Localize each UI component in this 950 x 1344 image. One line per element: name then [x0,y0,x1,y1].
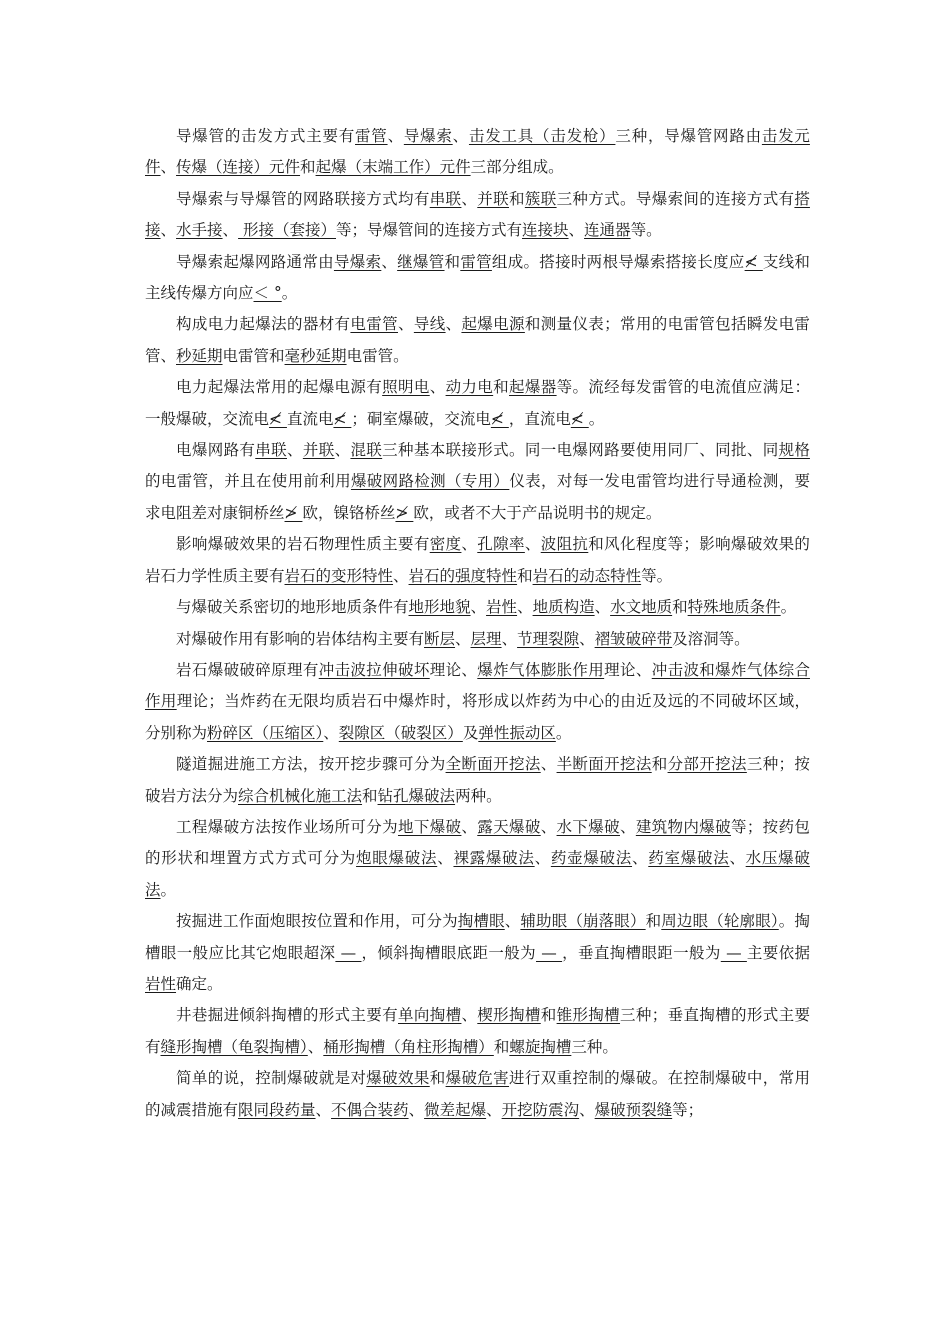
underlined-answer: 药壶爆破法 [550,849,633,868]
underlined-answer: 地形地貌 [408,598,471,617]
underlined-answer: 分部开挖法 [667,755,747,774]
underlined-answer: 褶皱破碎带 [594,629,673,648]
text-run: 三种。 [571,1037,618,1056]
underlined-answer: 不偶合装药 [331,1100,409,1119]
underlined-answer: 层理 [470,629,502,648]
text-run: 、 [540,817,557,836]
underlined-answer: ≯ [284,503,303,522]
underlined-answer: 全断面开挖法 [445,755,541,774]
underlined-answer: 岩性 [486,598,518,617]
underlined-answer: 辅助眼（崩落眼） [520,912,646,931]
text-run: 、 [534,849,551,868]
paragraph [145,592,810,623]
underlined-answer: 弹性振动区 [478,723,556,742]
underlined-answer: 并联 [302,441,335,460]
underlined-answer: 导爆索 [333,252,382,271]
underlined-answer: 冲击波和爆炸气体综合作用 [145,660,810,711]
underlined-answer: 导爆索 [403,127,453,145]
text-run: 简单的说，控制爆破就是对 [176,1069,367,1088]
underlined-answer: 地质构造 [532,598,595,617]
underlined-answer: 串联 [429,189,462,208]
underlined-answer: 电雷管 [350,315,398,334]
underlined-answer: 连通器 [584,221,631,240]
underlined-answer: 爆破预裂缝 [594,1100,673,1119]
paragraph [145,1000,810,1063]
text-run: 确定。 [176,974,223,993]
text-run: 。 [281,284,298,303]
text-run: 等；按药包的形状和埋置方式方式可分为 [145,817,810,868]
text-run: 、 [381,252,398,271]
text-run: ，垂直掏槽眼距一般为 [562,943,721,962]
paragraph [145,372,810,435]
paragraph [145,529,810,592]
text-run: 、 [594,598,611,617]
underlined-answer: 继爆管 [397,252,445,271]
paragraph [145,184,810,247]
underlined-answer: 爆破危害 [445,1069,510,1088]
text-run: 按掘进工作面炮眼按位置和作用，可分为 [176,912,458,931]
text-run: 岩石爆破破碎原理有 [176,660,319,679]
underlined-answer: 串联 [255,441,287,460]
underlined-answer: 岩石的变形特性 [284,566,394,585]
paragraph [145,655,810,749]
underlined-answer: 毫秒延期 [284,346,347,365]
text-run: 、 [307,1037,324,1056]
text-run: 三种方式。导爆索间的连接方式有 [556,189,795,208]
text-run: 理论、 [604,660,652,679]
text-run: 和 [540,1006,557,1025]
text-run: 导爆索与导爆管的网路联接方式均有 [176,189,430,208]
underlined-answer: 药室爆破法 [648,849,730,868]
text-run: ，倾斜掏槽眼底距一般为 [361,943,537,962]
text-run: 、 [455,629,471,648]
text-run: 工程爆破方法按作业场所可分为 [176,817,398,836]
underlined-answer: 综合机械化施工法 [238,786,363,805]
underlined-answer: 裸露爆破法 [453,849,535,868]
underlined-answer: 击发元件 [145,127,810,177]
underlined-answer: 粉碎区（压缩区） [207,723,324,742]
underlined-answer: 规格 [778,441,810,460]
underlined-answer: 爆炸气体膨胀作用 [477,660,605,679]
text-run: 对爆破作用有影响的岩体结构主要有 [176,629,425,648]
text-run: 、 [524,535,541,554]
underlined-answer: ＜ ° [253,284,282,303]
underlined-answer: 混联 [350,441,383,460]
text-run: 主要依据 [746,943,810,962]
text-run: 仪表，对每一发电雷管均进行导通检测，要求电阻差对康铜桥丝 [145,472,810,522]
text-run: 和 [493,378,510,397]
underlined-answer: 动力电 [445,378,494,397]
underlined-answer: 断层 [424,629,456,648]
paragraph [145,624,810,655]
underlined-answer: 冲击波拉伸破坏 [318,660,430,679]
underlined-answer: 限同段药量 [238,1100,316,1119]
underlined-answer: 楔形掏槽 [477,1006,541,1025]
underlined-answer: 锥形掏槽 [556,1006,621,1025]
text-run: 及溶洞等。 [672,629,750,648]
underlined-answer: 炮眼爆破法 [356,849,438,868]
underlined-answer: 特殊地质条件 [687,598,781,617]
text-run: ，直流电 [508,409,571,428]
text-run: 电力起爆法常用的起爆电源有 [176,378,383,397]
text-run: 和 [362,786,378,805]
text-run: 导爆索起爆网路通常由 [176,252,334,271]
underlined-answer: ≮ [744,252,763,271]
underlined-answer: 微差起爆 [424,1100,487,1119]
underlined-answer: — [720,943,747,962]
text-run: 、 [517,598,533,617]
text-run: 、 [619,817,636,836]
document-body [145,121,810,1126]
text-run: 、 [486,1100,502,1119]
text-run: 、 [632,849,649,868]
underlined-answer: 照明电 [382,378,430,397]
text-run: 进行双重控制的爆破。在控制爆破中，常用的减震措施有 [145,1069,810,1119]
text-run: 、 [452,127,469,145]
paragraph [145,906,810,1000]
text-run: 、 [579,1100,595,1119]
underlined-answer: 桶形掏槽（角柱形掏槽） [323,1037,494,1056]
text-run: 、 [504,912,521,931]
text-run: 、 [160,221,177,240]
underlined-answer: 并联 [477,189,509,208]
text-run: 、 [323,723,339,742]
text-run: 三种；按破岩方法分为 [145,755,810,805]
underlined-answer: 水压爆破法 [145,849,810,899]
text-run: 和 [444,252,461,271]
text-run: 、 [568,221,585,240]
underlined-answer: — [536,943,563,962]
underlined-answer: ≮ [333,409,352,428]
underlined-answer: 簇联 [524,189,557,208]
text-run: 等。流经每发雷管的电流值应满足：一般爆破，交流电 [145,378,810,428]
underlined-answer: 螺旋掏槽 [509,1037,572,1056]
text-run: 和 [493,1037,510,1056]
text-run: 。 [555,723,572,742]
paragraph [145,1063,810,1126]
text-run: 和 [509,189,525,208]
text-run: 、 [387,127,404,145]
text-run: 和 [672,598,688,617]
underlined-answer: 密度 [429,535,462,554]
underlined-answer: 单向掏槽 [398,1006,462,1025]
text-run: 、 [461,1006,478,1025]
text-run: 与爆破关系密切的地形地质条件有 [176,598,409,617]
text-run: 。 [780,598,797,617]
underlined-answer: ≯ [395,503,414,522]
text-run: 组成。搭接时两根导爆索搭接长度应 [491,252,745,271]
text-run: 和 [645,912,662,931]
text-run: 、 [579,629,595,648]
text-run: 、 [445,315,462,334]
text-run: 。掏槽眼一般应比其它炮眼超深 [145,912,810,962]
text-run: 。 [588,409,605,428]
underlined-answer: — [335,943,362,962]
text-run: 和 [517,566,533,585]
underlined-answer: 建筑物内爆破 [635,817,731,836]
underlined-answer: 击发工具（击发枪） [468,127,616,145]
underlined-answer: 导线 [413,315,446,334]
underlined-answer: ≮ [269,409,287,428]
text-run: 三种基本联接形式。同一电爆网路要使用同厂、同批、同 [382,441,779,460]
text-run: 、 [461,817,478,836]
text-run: 三种，导爆管网路由 [615,127,762,145]
underlined-answer: 爆破效果 [366,1069,430,1088]
underlined-answer: 秒延期 [176,346,223,365]
text-run: 等。 [641,566,673,585]
underlined-answer: 周边眼（轮廓眼） [661,912,779,931]
underlined-answer: 起爆器 [509,378,557,397]
text-run: 欧，或者不大于产品说明书的规定。 [413,503,662,522]
text-run: 、 [315,1100,332,1119]
text-run: 、 [470,598,487,617]
text-run: 、 [461,535,478,554]
text-run: ；硐室爆破，交流电 [351,409,491,428]
text-run: 导爆管的击发方式主要有 [176,127,356,145]
text-run: 、 [429,378,446,397]
paragraph [145,247,810,310]
text-run: 等；导爆管间的连接方式有 [336,221,523,240]
underlined-answer: 水手接 [176,221,223,240]
underlined-answer: 岩石的强度特性 [408,566,518,585]
text-run: 电雷管。 [346,346,409,365]
underlined-answer: 地下爆破 [397,817,462,836]
underlined-answer: 形接（套接） [238,221,336,240]
text-run: 欧，镍铬桥丝 [302,503,396,522]
text-run: 影响爆破效果的岩石物理性质主要有 [176,535,430,554]
text-run: 。 [160,880,177,899]
text-run: 、 [222,221,239,240]
underlined-answer: 连接块 [522,221,569,240]
text-run: 和 [300,158,316,177]
underlined-answer: 钻孔爆破法 [377,786,456,805]
text-run: 及 [462,723,479,742]
text-run: 井巷掘进倾斜掏槽的形式主要有 [176,1006,398,1025]
underlined-answer: 露天爆破 [477,817,541,836]
text-run: 两种。 [455,786,502,805]
text-run: 电爆网路有 [176,441,256,460]
paragraph [145,749,810,812]
underlined-answer: 起爆电源 [461,315,525,334]
text-run: 理论、 [429,660,478,679]
underlined-answer: 岩石的动态特性 [532,566,642,585]
underlined-answer: 孔隙率 [477,535,525,554]
text-run: 等； [672,1100,704,1119]
underlined-answer: 雷管 [355,127,388,145]
underlined-answer: ≮ [570,409,589,428]
underlined-answer: 起爆（末端工作）元件 [315,158,471,177]
text-run: 、 [540,755,557,774]
underlined-answer: 掏槽眼 [457,912,505,931]
underlined-answer: 开挖防震沟 [501,1100,580,1119]
text-run: 、 [461,189,478,208]
text-run: 构成电力起爆法的器材有 [176,315,351,334]
text-run: 隧道掘进施工方法，按开挖步骤可分为 [176,755,446,774]
text-run: 、 [408,1100,425,1119]
text-run: 理论；当炸药在无限均质岩石中爆炸时，将形成以炸药为中心的由近及远的不同破坏区域，分别称为 [145,692,810,742]
text-run: 、 [501,629,518,648]
text-run: 和 [429,1069,446,1088]
text-run: 、 [437,849,454,868]
underlined-answer: 搭接 [145,189,810,240]
text-run: 和 [651,755,668,774]
underlined-answer: 半断面开挖法 [556,755,652,774]
underlined-answer: 岩性 [145,974,177,993]
text-run: 、 [334,441,351,460]
underlined-answer: 裂隙区（破裂区） [338,723,463,742]
underlined-answer: 传爆（连接）元件 [176,158,301,177]
text-run: 三部分组成。 [470,158,564,177]
text-run: 和测量仪表；常用的电雷管包括瞬发电雷管、 [145,315,810,365]
text-run: 、 [160,158,177,177]
underlined-answer: 雷管 [460,252,492,271]
underlined-answer: 水文地质 [610,598,673,617]
text-run: 等。 [630,221,662,240]
paragraph [145,812,810,906]
underlined-answer: 节理裂隙 [517,629,580,648]
text-run: 、 [393,566,409,585]
text-run: 直流电 [286,409,334,428]
underlined-answer: 爆破网路检测（专用） [350,472,510,491]
text-run: 支线和主线传爆方向应 [145,252,810,303]
paragraph [145,121,810,184]
paragraph [145,435,810,529]
underlined-answer: ≮ [490,409,509,428]
text-run: 三种；垂直掏槽的形式主要有 [145,1006,810,1056]
text-run: 和风化程度等；影响爆破效果的岩石力学性质主要有 [145,535,810,585]
text-run: 、 [729,849,746,868]
paragraph [145,309,810,372]
text-run: 的电雷管，并且在使用前利用 [145,472,351,491]
underlined-answer: 水下爆破 [556,817,620,836]
text-run: 、 [398,315,414,334]
underlined-answer: 缝形掏槽（龟裂掏槽） [160,1037,308,1056]
underlined-answer: 波阻抗 [540,535,589,554]
text-run: 电雷管和 [222,346,285,365]
text-run: 、 [287,441,303,460]
